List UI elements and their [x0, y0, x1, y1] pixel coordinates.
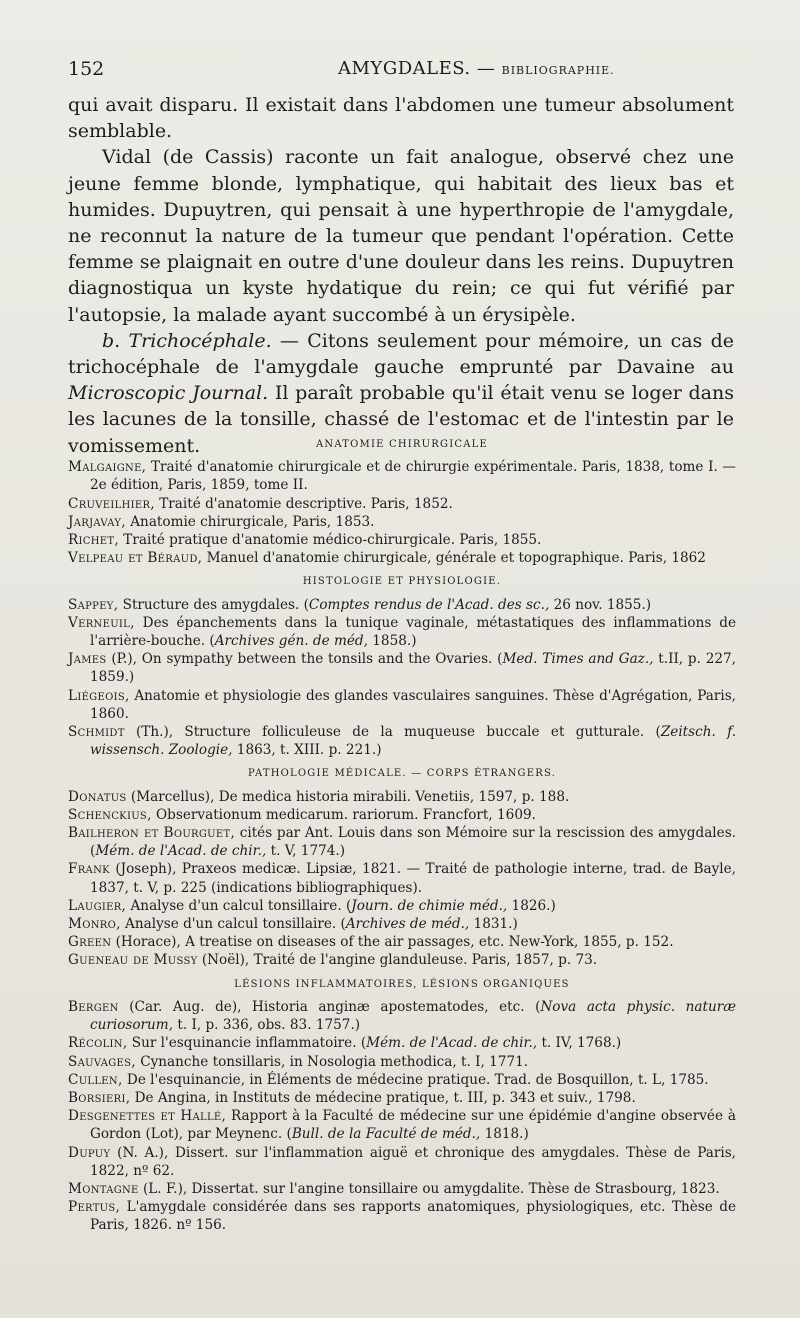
entry-text: (L. F.), Dissertat. sur l'angine tonsillaire ou amygdalite. Thèse de Strasbourg, 1823. — [138, 1180, 720, 1197]
header-title — [338, 58, 615, 79]
bibliography-entry — [68, 614, 736, 650]
bibliography-entry — [68, 860, 736, 896]
entry-text: (P.), On sympathy between the tonsils and the Ovaries. ( — [106, 651, 503, 668]
bibliography-entry — [68, 1034, 736, 1052]
bibliography-entry — [68, 531, 736, 549]
entry-text: (Marcellus), De medica historia mirabili. Venetiis, 1597, p. 188. — [126, 788, 570, 805]
paragraph-3-label: b. Trichocéphale. — [102, 329, 272, 352]
entry-source-title: Mém. de l'Acad. de chir., — [95, 843, 267, 860]
entry-author: Gueneau de Mussy — [68, 952, 198, 969]
entry-source-title: Med. Times and Gaz., — [502, 651, 654, 668]
section-title: ANATOMIE CHIRURGICALE — [316, 439, 488, 450]
entry-text-end: 1818.) — [480, 1126, 529, 1143]
entry-text: Sur l'esquinancie inflammatoire. ( — [127, 1035, 367, 1052]
entry-text-end: 26 nov. 1855.) — [549, 596, 652, 613]
entry-author: Jarjavay, — [68, 513, 126, 530]
header-subtitle: BIBLIOGRAPHIE. — [501, 64, 615, 77]
entry-text-end: 1831.) — [469, 916, 518, 933]
bibliography-entry — [68, 788, 736, 806]
entry-text: (Horace), A treatise on diseases of the air passages, etc. New-York, 1855, p. 152. — [111, 934, 674, 951]
entry-text-end: t. IV, 1768.) — [537, 1035, 622, 1052]
bibliography-entry — [68, 951, 736, 969]
entry-text-end: 1858.) — [367, 633, 417, 650]
bibliography-entry — [68, 549, 736, 567]
entry-source-title: Bull. de la Faculté de méd., — [291, 1126, 481, 1143]
entry-text: De Angina, in Instituts de médecine pratique, t. III, p. 343 et suiv., 1798. — [130, 1089, 636, 1106]
entry-author: Frank — [68, 861, 110, 878]
running-header — [68, 58, 732, 84]
entry-author: Laugier, — [68, 897, 127, 914]
entry-author: Desgenettes et Hallé, — [68, 1108, 227, 1125]
entry-text: (Noël), Traité de l'angine glanduleuse. Paris, 1857, p. 73. — [197, 952, 598, 969]
entry-author: Malgaigne, — [68, 459, 147, 476]
entry-author: Richet, — [68, 532, 119, 549]
bibliography-entry — [68, 495, 736, 513]
bibliography-entry — [68, 458, 736, 494]
bibliography-entry — [68, 723, 736, 759]
entry-author: Sauvages, — [68, 1053, 136, 1070]
section-title: LÉSIONS INFLAMMATOIRES, LÉSIONS ORGANIQUES — [234, 978, 570, 990]
entry-text: Rapport à la Faculté de médecine sur une épidémie d'angine observée à Gordon (Lot), par Meynenc. ( — [90, 1108, 737, 1143]
entry-text-end: t.II, p. 227, 1859.) — [90, 651, 736, 686]
bibliography-entry — [68, 1107, 736, 1143]
bibliography-entry — [68, 824, 736, 860]
paragraph-3-text-a: — Citons seulement pour mémoire, un cas de trichocéphale de l'amygdale gauche emprunté par Davaine au — [68, 329, 734, 379]
entry-text: (N. A.), Dissert. sur l'inflammation aiguë et chronique des amygdales. Thèse de Paris, 1822, nº 62. — [90, 1144, 736, 1179]
paragraph-3-journal: Microscopic Journal. — [68, 382, 269, 405]
entry-source-title: Archives gén. de méd, — [214, 633, 368, 650]
entry-author: Pertus, — [68, 1199, 121, 1216]
entry-text: Analyse d'un calcul tonsillaire. ( — [126, 897, 352, 914]
entry-text: (Car. Aug. de), Historia anginæ apostematodes, etc. ( — [118, 998, 541, 1015]
bibliography-entry — [68, 1071, 736, 1089]
entry-source-title: Nova acta physic. naturæ curiosorum, — [90, 998, 736, 1034]
entry-text: Cynanche tonsillaris, in Nosologia methodica, t. I, 1771. — [135, 1053, 529, 1070]
entry-author: Cruveilhier, — [68, 495, 155, 512]
entry-author: James — [68, 651, 107, 668]
header-title-main: AMYGDALES. — [338, 58, 471, 79]
bibliography-entry — [68, 998, 736, 1034]
entry-text: cités par Ant. Louis dans son Mémoire sur la rescission des amygdales. ( — [90, 825, 736, 860]
entry-text: (Joseph), Praxeos medicæ. Lipsiæ, 1821. — Traité de pathologie interne, trad. de Bayle, 1837, t. V, p. 225 (indications bibliographiques). — [90, 861, 736, 896]
bibliography-entry — [68, 687, 736, 723]
bibliography-entry — [68, 1180, 736, 1198]
entry-author: Monro, — [68, 916, 121, 933]
section-title: PATHOLOGIE MÉDICALE. — CORPS ÉTRANGERS. — [247, 768, 557, 780]
section-title: HISTOLOGIE ET PHYSIOLOGIE. — [302, 576, 502, 588]
entry-text: Analyse d'un calcul tonsillaire. ( — [120, 916, 346, 933]
entry-author: Donatus — [68, 788, 127, 805]
bibliography-entry — [68, 513, 736, 531]
entry-text: De l'esquinancie, in Éléments de médecine pratique. Trad. de Bosquillon, t. L, 1785. — [122, 1071, 709, 1088]
entry-text: Traité d'anatomie descriptive. Paris, 1852. — [154, 495, 453, 512]
entry-author: Montagne — [68, 1180, 139, 1197]
entry-text-end: t. I, p. 336, obs. 83. 1757.) — [173, 1017, 361, 1034]
bibliography-entry — [68, 1198, 736, 1234]
entry-source-title: Comptes rendus de l'Acad. des sc., — [308, 596, 550, 613]
entry-text: Observationum medicarum. rariorum. Francfort, 1609. — [151, 806, 536, 823]
paragraph-2: Vidal (de Cassis) raconte un fait analogue, observé chez une jeune femme blonde, lymphatique, qui habitait des lieux bas et humides. Dupuytren, qui pensait à une hyperthropie de l'amygdale, ne reconnut la nature de la tumeur que pendant l'opération. Cette femme se plaignait en outre d'une douleur dans les reins. Dupuytren diagnostiqua un kyste hydatique du rein; ce qui fut vérifié par l'autopsie, la malade ayant succombé à un érysipèle. — [68, 146, 734, 326]
header-separator: — — [476, 58, 496, 79]
entry-text: Anatomie et physiologie des glandes vasculaires sanguines. Thèse d'Agrégation, Paris, 1860. — [90, 687, 736, 722]
entry-author: Dupuy — [68, 1144, 111, 1161]
bibliography-entry — [68, 915, 736, 933]
entry-author: Bergen — [68, 998, 119, 1015]
bibliography-entry — [68, 897, 736, 915]
entry-text-end: t. V, 1774.) — [266, 843, 346, 860]
entry-author: Verneuil, — [68, 614, 135, 631]
entry-author: Sappey, — [68, 596, 119, 613]
bibliography-entry — [68, 933, 736, 951]
entry-text-end: 1863, t. XIII. p. 221.) — [232, 742, 382, 759]
entry-text: Manuel d'anatomie chirurgicale, générale et topographique. Paris, 1862 — [202, 550, 706, 567]
entry-text: (Th.), Structure folliculeuse de la muqueuse buccale et gutturale. ( — [124, 724, 661, 741]
entry-author: Green — [68, 934, 112, 951]
bibliography-entry — [68, 1089, 736, 1107]
entry-author: Schenckius, — [68, 806, 152, 823]
entry-source-title: Archives de méd., — [345, 916, 470, 933]
entry-text: Des épanchements dans la tunique vaginale, métastatiques des inflammations de l'arrière-bouche. ( — [90, 614, 736, 650]
bibliography-entry — [68, 596, 736, 614]
main-text — [68, 92, 734, 459]
bibliography-entry — [68, 1053, 736, 1071]
entry-text: Traité pratique d'anatomie médico-chirurgicale. Paris, 1855. — [118, 532, 542, 549]
entry-author: Borsieri, — [68, 1089, 131, 1106]
paragraph-1: qui avait disparu. Il existait dans l'abdomen une tumeur absolument semblable. — [68, 94, 734, 143]
page-number: 152 — [68, 58, 105, 80]
bibliography-entry — [68, 1144, 736, 1180]
paragraph-3-text-b: Il paraît probable qu'il était venu se loger dans les lacunes de la tonsille, chassé de l'estomac et de l'intestin par le vomissement. — [68, 382, 734, 457]
entry-text: Anatomie chirurgicale, Paris, 1853. — [125, 513, 375, 530]
entry-author: Récolin, — [68, 1035, 128, 1052]
bibliography-entry — [68, 650, 736, 686]
entry-author: Schmidt — [68, 724, 125, 741]
entry-author: Cullen, — [68, 1071, 123, 1088]
bibliography-entry — [68, 806, 736, 824]
entry-source-title: Zeitsch. f. wissensch. Zoologie, — [90, 724, 737, 759]
bibliography — [68, 430, 736, 1235]
entry-source-title: Mém. de l'Acad. de chir., — [366, 1035, 538, 1052]
entry-author: Velpeau et Béraud, — [68, 550, 203, 567]
entry-text: L'amygdale considérée dans ses rapports anatomiques, physiologiques, etc. Thèse de Paris, 1826. nº 156. — [90, 1199, 736, 1234]
entry-text: Structure des amygdales. ( — [118, 596, 309, 613]
entry-text: Traité d'anatomie chirurgicale et de chirurgie expérimentale. Paris, 1838, tome I. — 2e édition, Paris, 1859, tome II. — [90, 459, 736, 494]
entry-author: Liégeois, — [68, 687, 130, 704]
entry-text-end: 1826.) — [507, 897, 556, 914]
entry-source-title: Journ. de chimie méd., — [351, 897, 508, 914]
entry-author: Bailheron et Bourguet, — [68, 825, 236, 842]
